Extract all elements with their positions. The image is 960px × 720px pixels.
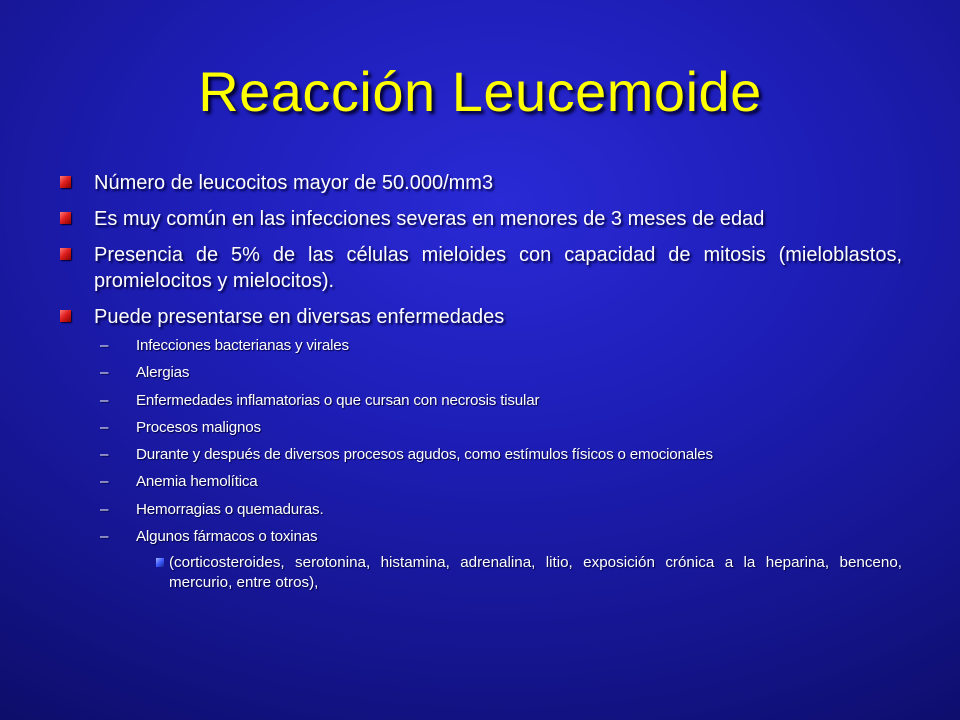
slide-title: Reacción Leucemoide	[198, 60, 762, 123]
bullet-item	[58, 304, 902, 330]
slide-content	[58, 170, 902, 593]
bullet-text: Puede presentarse en diversas enfermedades	[94, 306, 505, 328]
sub-item-text: Enfermedades inflamatorias o que cursan con necrosis tisular	[136, 391, 540, 409]
sub-item-text: Hemorragias o quemaduras.	[136, 500, 324, 518]
dash-marker: –	[100, 364, 109, 382]
sub-list-item	[58, 336, 902, 356]
bullet-item	[58, 206, 902, 232]
sub-item-text: Durante y después de diversos procesos agudos, como estímulos físicos o emocionales	[136, 446, 713, 464]
dash-marker: –	[100, 391, 109, 409]
bullet-text: Número de leucocitos mayor de 50.000/mm3	[94, 172, 494, 194]
dash-marker: –	[100, 418, 109, 436]
bullet-text: Presencia de 5% de las células mieloides con capacidad de mitosis (mieloblastos, promielocitos y mielocitos).	[94, 244, 902, 292]
dash-marker: –	[100, 473, 109, 491]
dash-marker: –	[100, 528, 109, 546]
sub-item-text: Procesos malignos	[136, 418, 261, 436]
sub-list-item	[58, 500, 902, 520]
dash-marker: –	[100, 500, 109, 518]
sub-list-item	[58, 391, 902, 411]
sub-list-item	[58, 472, 902, 492]
dash-marker: –	[100, 337, 109, 354]
sub-item-text: Anemia hemolítica	[136, 473, 258, 491]
sub-item-text: Alergias	[136, 364, 190, 382]
red-square-bullet-icon	[60, 310, 71, 322]
bullet-item	[58, 170, 902, 196]
red-square-bullet-icon	[60, 176, 71, 188]
blue-square-bullet-icon	[156, 558, 164, 567]
sub-item-text: Algunos fármacos o toxinas	[136, 528, 318, 546]
bullet-item	[58, 242, 902, 294]
sub-item-text: Infecciones bacterianas y virales	[136, 337, 349, 354]
sub-list-item	[58, 418, 902, 438]
sub-sub-item-text: (corticosteroides, serotonina, histamina, adrenalina, litio, exposición crónica a la heparina, benceno, mercurio, entre otros),	[169, 554, 902, 592]
dash-marker: –	[100, 446, 109, 464]
red-square-bullet-icon	[60, 212, 71, 224]
sub-list-item	[58, 527, 902, 547]
red-square-bullet-icon	[60, 248, 71, 260]
sub-list-item	[58, 363, 902, 383]
sub-sub-list-item	[58, 553, 902, 593]
sub-list-item	[58, 445, 902, 465]
bullet-text: Es muy común en las infecciones severas en menores de 3 meses de edad	[94, 208, 765, 230]
